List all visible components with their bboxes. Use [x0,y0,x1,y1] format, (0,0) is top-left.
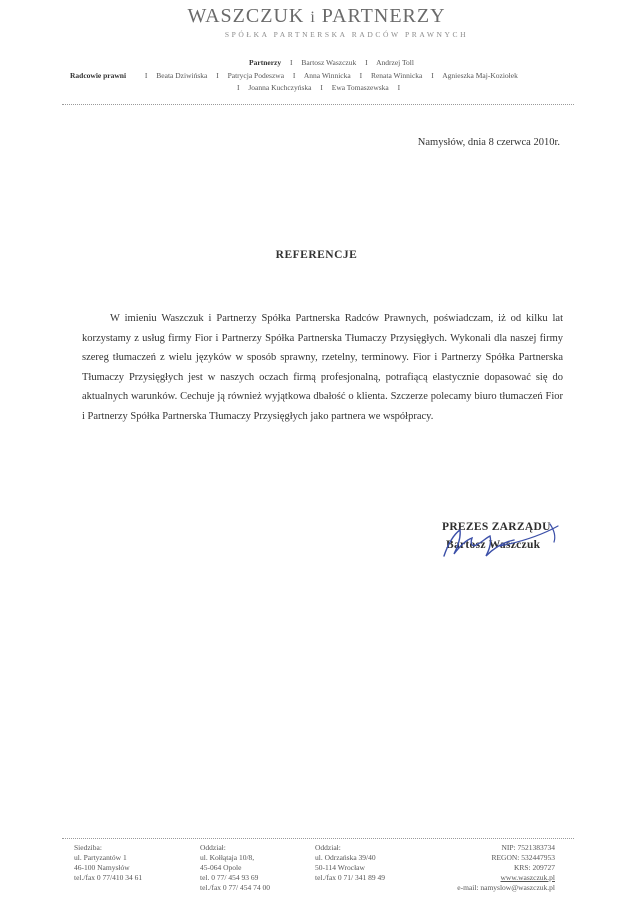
footer-line: Oddział: [315,843,341,852]
footer-line: ul. Partyzantów 1 [74,853,127,862]
separator: I [144,71,148,80]
footer-line: tel./fax 0 77/410 34 61 [74,873,143,882]
lawyer-name: Agnieszka Maj-Koziołek [442,71,518,80]
footer-line: 45-064 Opole [200,863,242,872]
firm-name-i: i [310,9,316,26]
lawyers-row [70,70,590,82]
email-link[interactable]: e-mail: namyslow@waszczuk.pl [457,883,555,892]
lawyers-label: Radcowie prawni [70,71,127,80]
separator: I [359,71,363,80]
footer-seat [74,843,142,883]
footer-line: ul. Kołłątaja 10/8, [200,853,255,862]
footer-divider [62,838,574,839]
signature-name: Bartosz Waszczuk [446,539,541,551]
footer-branch-wroclaw [315,843,385,883]
footer-registry [430,843,555,893]
partners-line [0,58,633,67]
partners-label: Partnerzy [249,58,282,67]
krs: KRS: 209727 [513,863,555,872]
letter-title: REFERENCJE [275,249,358,261]
lawyers-row [70,82,590,94]
lawyer-name: Anna Winnicka [303,71,351,80]
header-divider [62,104,574,105]
separator: I [292,71,296,80]
handwritten-signature-icon [430,520,580,564]
partner-name: Andrzej Toll [376,58,414,67]
partner-name: Bartosz Waszczuk [301,58,357,67]
firm-subtitle: SPÓŁKA PARTNERSKA RADCÓW PRAWNYCH [224,30,469,39]
footer-line: Oddział: [200,843,226,852]
footer-line: 46-100 Namysłów [74,863,130,872]
separator: I [237,83,240,92]
footer-line: ul. Odrzańska 39/40 [315,853,376,862]
website-link[interactable]: www.waszczuk.pl [500,873,555,882]
lawyer-name: Beata Dziwińska [156,71,208,80]
firm-name-main: WASZCZUK [187,5,305,27]
signature-block [430,520,580,564]
lawyer-name: Renata Winnicka [370,71,423,80]
separator: I [365,58,368,67]
signature-role: PREZES ZARZĄDU [442,521,551,533]
firm-name [0,4,633,30]
date-line: Namysłów, dnia 8 czerwca 2010r. [417,137,560,148]
separator: I [289,58,293,67]
regon: REGON: 532447953 [491,853,555,862]
lawyers-list [70,70,590,94]
separator: I [216,71,219,80]
footer-line: Siedziba: [74,843,102,852]
separator: I [320,83,323,92]
footer-line: 50-114 Wrocław [315,863,365,872]
lawyer-name: Patrycja Podeszwa [227,71,285,80]
separator: I [431,71,434,80]
footer-line: tel./fax 0 77/ 454 74 00 [200,883,270,892]
letterhead-brand [0,4,633,39]
letter-body: W imieniu Waszczuk i Partnerzy Spółka Partnerska Radców Prawnych, poświadczam, iż od kilku lat korzystamy z usług firmy Fior i Partnerzy Spółka Partnerska Tłumaczy Przysięgłych. Wykonali dla naszej firmy szereg tłumaczeń z wielu języków w sposób sprawny, rzetelny, terminowy. Fior i Partnerzy Spółka Partnerska Tłumaczy Przysięgłych jest w naszych oczach firmą profesjonalną, potrafiącą elastycznie dopasować się do aktualnych warunków. Cechuje ją również wyjątkowa dbałość o klienta. Szczerze polecamy biuro tłumaczeń Fior i Partnerzy Spółka Partnerska Tłumaczy Przysięgłych jako partnera we współpracy. [82,313,563,422]
footer-line: tel./fax 0 71/ 341 89 49 [315,873,385,882]
nip: NIP: 7521383734 [501,843,555,852]
footer-line: tel. 0 77/ 454 93 69 [200,873,259,882]
lawyer-name: Ewa Tomaszewska [331,83,389,92]
lawyer-name: Joanna Kuchczyńska [248,83,312,92]
separator: I [397,83,401,92]
footer-branch-opole [200,843,270,893]
firm-name-rest: PARTNERZY [321,5,446,27]
